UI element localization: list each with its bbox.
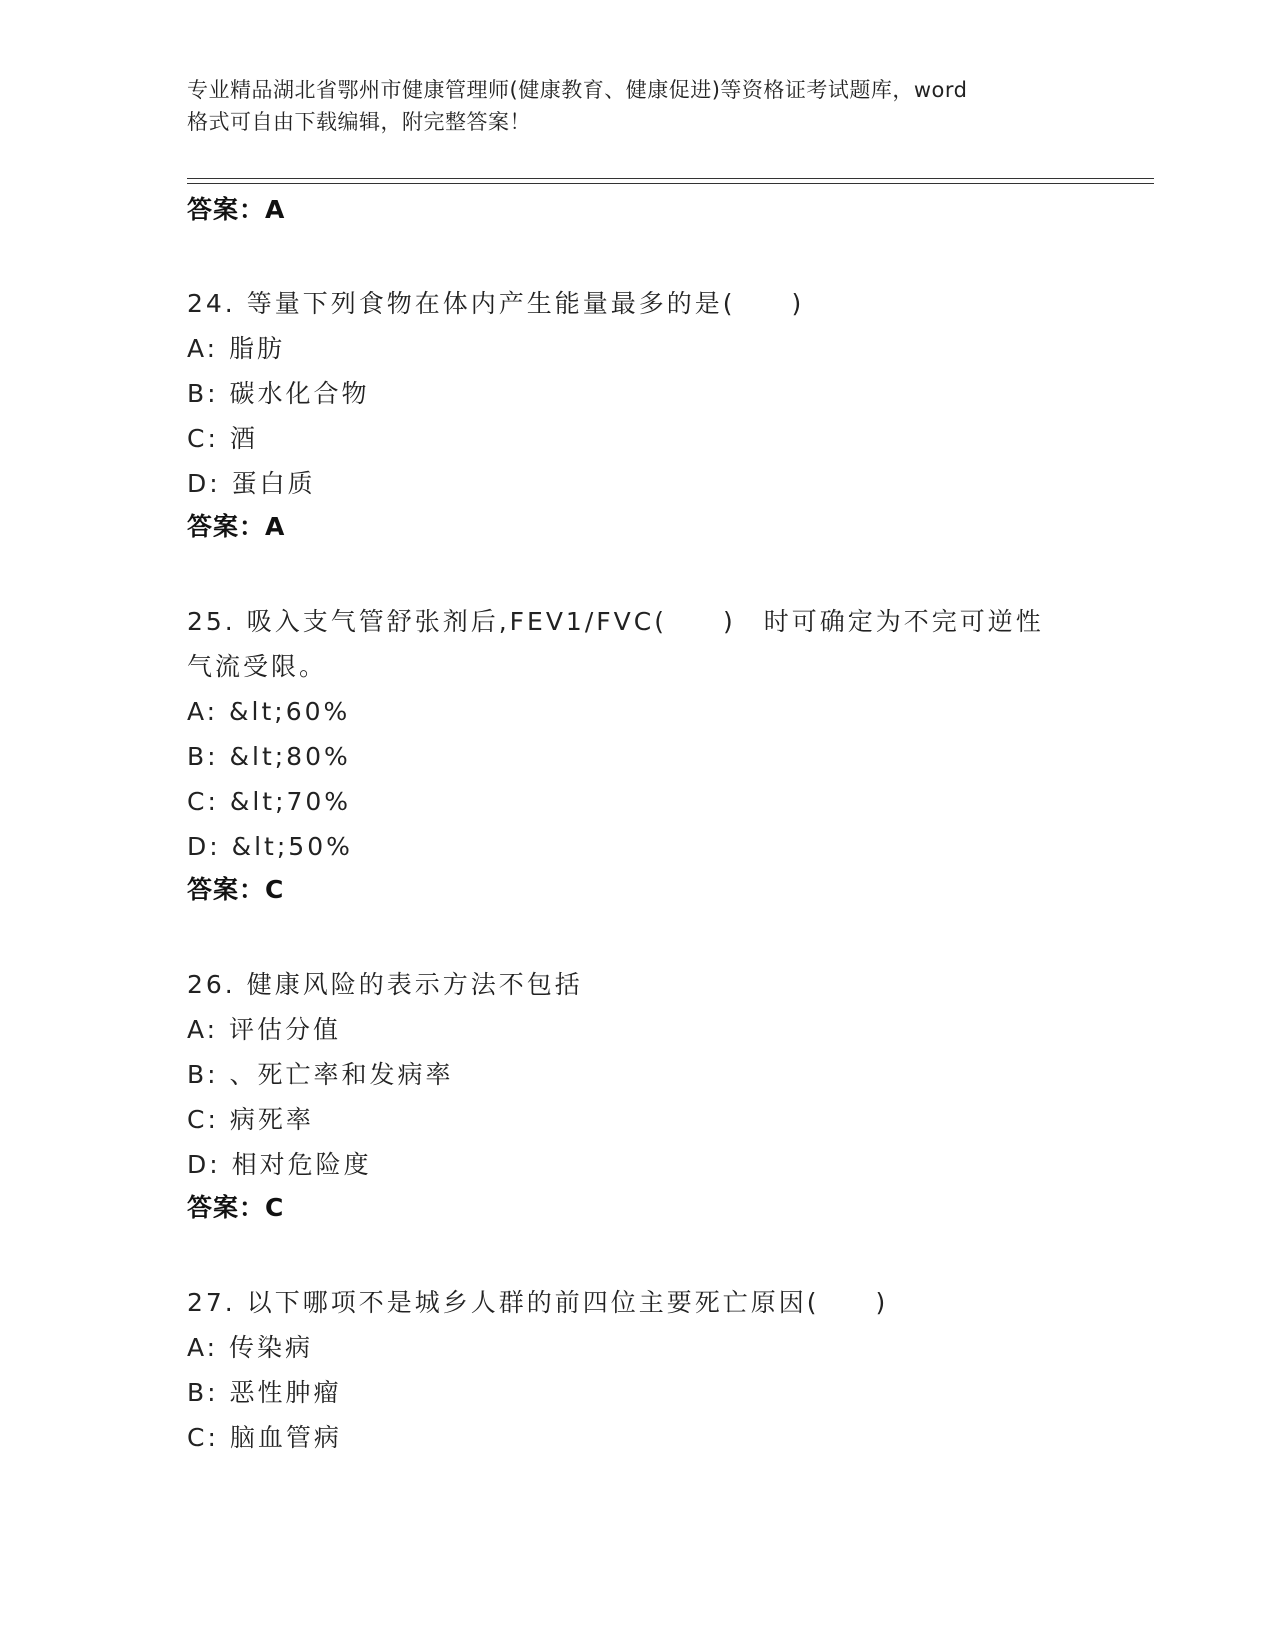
- question-line: 24. 等量下列食物在体内产生能量最多的是( ): [187, 289, 805, 318]
- question-block: [187, 599, 1147, 911]
- option-d: D: 相对危险度: [187, 1150, 372, 1179]
- option-c: C: 酒: [187, 424, 258, 453]
- question-block: [187, 962, 1147, 1229]
- question-line: 气流受限。: [187, 652, 328, 681]
- question-text: [187, 962, 1147, 1007]
- question-line: 27. 以下哪项不是城乡人群的前四位主要死亡原因( ): [187, 1288, 889, 1317]
- question-block: [187, 1280, 1147, 1460]
- question-list: [187, 190, 1147, 1460]
- option-b: B: 碳水化合物: [187, 379, 370, 408]
- answer-line: 答案：A: [187, 195, 286, 224]
- option-c: C: 病死率: [187, 1105, 314, 1134]
- header-line-2: 格式可自由下载编辑，附完整答案！: [187, 110, 531, 134]
- answer-line: 答案：A: [187, 512, 286, 541]
- question-text: [187, 281, 1147, 326]
- question-line: 26. 健康风险的表示方法不包括: [187, 970, 583, 999]
- option-b: B: 恶性肿瘤: [187, 1378, 342, 1407]
- header-divider-bottom: [187, 183, 1154, 184]
- option-a: A: 评估分值: [187, 1015, 342, 1044]
- option-b: B: 、死亡率和发病率: [187, 1060, 454, 1089]
- option-a: A: &lt;60%: [187, 697, 351, 726]
- option-c: C: &lt;70%: [187, 787, 352, 816]
- option-a: A: 脂肪: [187, 334, 286, 363]
- header-line-1: 专业精品湖北省鄂州市健康管理师(健康教育、健康促进)等资格证考试题库，word: [187, 78, 968, 102]
- option-d: D: 蛋白质: [187, 469, 316, 498]
- option-d: D: &lt;50%: [187, 832, 353, 861]
- question-text: [187, 1280, 1147, 1325]
- document-header: [187, 74, 1087, 138]
- header-divider-top: [187, 178, 1154, 179]
- question-block: [187, 281, 1147, 548]
- option-c: C: 脑血管病: [187, 1423, 342, 1452]
- option-b: B: &lt;80%: [187, 742, 351, 771]
- question-text: [187, 599, 1147, 689]
- answer-line: 答案：C: [187, 875, 285, 904]
- answer-line: 答案：C: [187, 1193, 285, 1222]
- option-a: A: 传染病: [187, 1333, 314, 1362]
- question-line: 25. 吸入支气管舒张剂后,FEV1/FVC( ) 时可确定为不完可逆性: [187, 607, 1044, 636]
